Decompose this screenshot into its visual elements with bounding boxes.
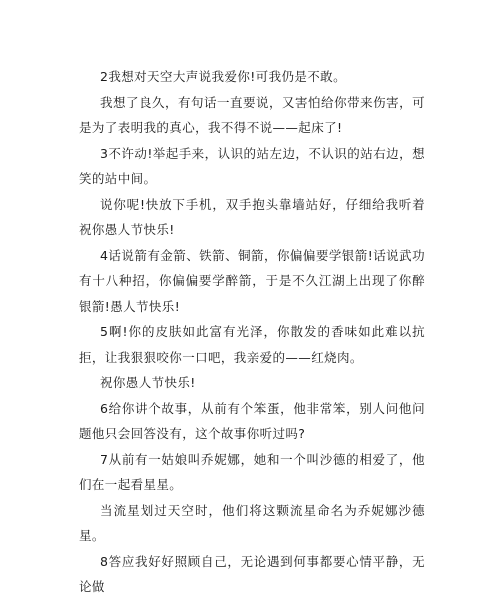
paragraph: 8答应我好好照顾自己，无论遇到何事都要心情平静，无论做: [79, 553, 425, 594]
paragraph: 5啊!你的皮肤如此富有光泽，你散发的香味如此难以抗拒，让我狠狠咬你一口吧，我亲爱的——红烧肉。: [79, 324, 425, 365]
paragraph: 当流星划过天空时，他们将这颗流星命名为乔妮娜沙德星。: [79, 502, 425, 543]
paragraph: 我想了良久，有句话一直要说，又害怕给你带来伤害，可是为了表明我的真心，我不得不说——起床了!: [79, 94, 425, 135]
paragraph: 4话说箭有金箭、铁箭、铜箭，你偏偏要学银箭!话说武功有十八种招，你偏偏要学醉箭，于是不久江湖上出现了你醉银箭!愚人节快乐!: [79, 247, 425, 314]
paragraph: 6给你讲个故事，从前有个笨蛋，他非常笨，别人问他问题他只会回答没有，这个故事你听过吗?: [79, 400, 425, 441]
document-body: [79, 64, 425, 600]
paragraph: 祝你愚人节快乐!: [100, 375, 196, 390]
paragraph: 7从前有一姑娘叫乔妮娜，她和一个叫沙德的相爱了，他们在一起看星星。: [79, 451, 425, 492]
paragraph: 3不许动!举起手来，认识的站左边，不认识的站右边，想笑的站中间。: [79, 145, 425, 186]
paragraph: 2我想对天空大声说我爱你!可我仍是不敢。: [100, 69, 346, 84]
paragraph: 说你呢!快放下手机，双手抱头靠墙站好，仔细给我听着祝你愚人节快乐!: [79, 196, 425, 237]
